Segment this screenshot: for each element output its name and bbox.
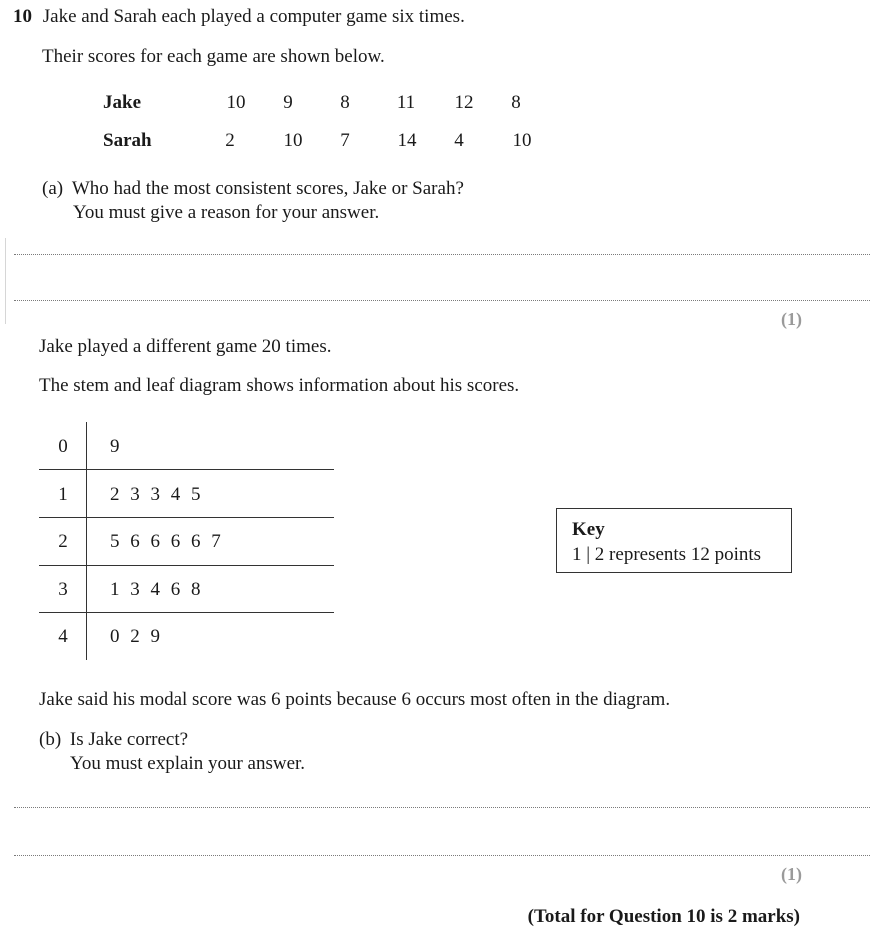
row-divider [39, 612, 334, 613]
jake-label: Jake [103, 92, 141, 113]
part-b-text: Is Jake correct? [69, 729, 189, 750]
total-marks: (Total for Question 10 is 2 marks) [527, 906, 800, 927]
stem-value: 1 [58, 484, 68, 505]
modal-statement: Jake said his modal score was 6 points because 6 occurs most often in the diagram. [39, 689, 671, 710]
key-title: Key [572, 519, 605, 540]
answer-line-b2[interactable] [14, 855, 870, 856]
sarah-score: 14 [397, 130, 417, 151]
sarah-score: 4 [454, 130, 464, 151]
stem-leaf-intro-2: The stem and leaf diagram shows information about his scores. [39, 375, 520, 396]
jake-score: 11 [396, 92, 416, 113]
stem-value: 0 [58, 436, 68, 457]
leaf-values: 5 6 6 6 6 7 [110, 531, 222, 552]
question-intro: Jake and Sarah each played a computer game six times. [42, 6, 465, 27]
part-a-label: (a) [42, 178, 64, 199]
part-b-instruction: You must explain your answer. [70, 753, 306, 774]
question-number: 10 [13, 6, 32, 27]
stem-leaf-intro-1: Jake played a different game 20 times. [39, 336, 332, 357]
leaf-values: 1 3 4 6 8 [110, 579, 202, 600]
jake-score: 12 [454, 92, 474, 113]
sarah-score: 7 [340, 130, 350, 151]
part-a-marks: (1) [781, 309, 802, 329]
jake-score: 10 [226, 92, 246, 113]
leaf-values: 2 3 3 4 5 [110, 484, 202, 505]
answer-line-a2[interactable] [14, 300, 870, 301]
margin-rule [5, 238, 6, 324]
stem-value: 4 [58, 626, 68, 647]
sarah-score: 10 [512, 130, 532, 151]
part-b-label: (b) [39, 729, 62, 750]
row-divider [39, 469, 334, 470]
leaf-values: 0 2 9 [110, 626, 161, 647]
question-intro-2: Their scores for each game are shown below. [42, 46, 385, 67]
row-divider [39, 517, 334, 518]
answer-line-b1[interactable] [14, 807, 870, 808]
stem-divider [86, 422, 87, 660]
sarah-score: 10 [283, 130, 303, 151]
sarah-label: Sarah [103, 130, 152, 151]
stem-value: 2 [58, 531, 68, 552]
part-a-text: Who had the most consistent scores, Jake or Sarah? [71, 178, 464, 199]
part-b-question [39, 729, 188, 751]
leaf-values: 9 [110, 436, 121, 457]
answer-line-a1[interactable] [14, 254, 870, 255]
part-a-instruction: You must give a reason for your answer. [73, 202, 380, 223]
jake-score: 8 [340, 92, 350, 113]
jake-score: 8 [511, 92, 521, 113]
stem-value: 3 [58, 579, 68, 600]
key-text: 1 | 2 represents 12 points [572, 544, 762, 565]
sarah-score: 2 [225, 130, 235, 151]
key-box [556, 508, 792, 573]
question-header [13, 6, 465, 28]
jake-score: 9 [283, 92, 293, 113]
part-a-question [42, 178, 464, 200]
part-b-marks: (1) [781, 864, 802, 884]
row-divider [39, 565, 334, 566]
